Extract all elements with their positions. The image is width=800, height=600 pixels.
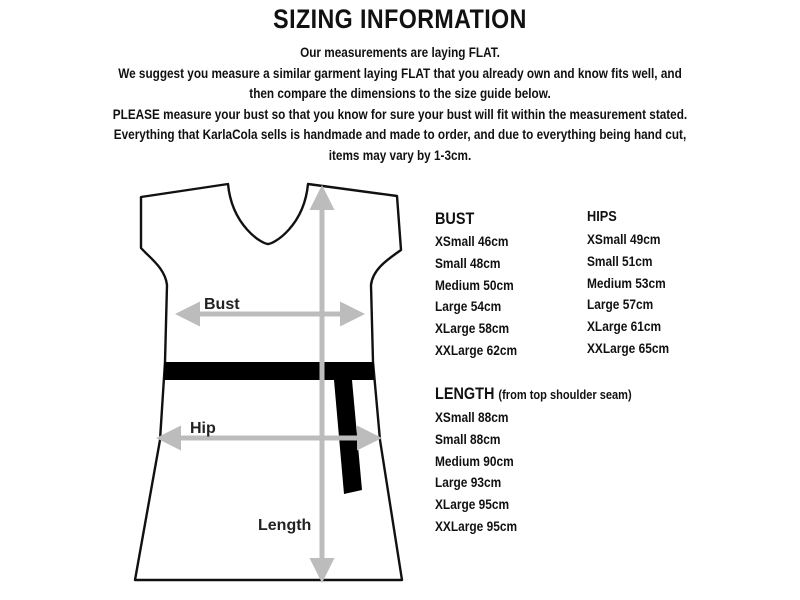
- size-row: Small 48cm: [435, 254, 501, 271]
- page-title: SIZING INFORMATION: [273, 4, 527, 34]
- bust-size-list: [435, 208, 517, 362]
- size-row: Medium 90cm: [435, 452, 514, 469]
- size-row: XXLarge 65cm: [587, 339, 670, 356]
- size-row: Large 57cm: [587, 296, 654, 313]
- size-row: Large 93cm: [435, 474, 502, 491]
- size-row: Small 88cm: [435, 430, 501, 447]
- intro-line: then compare the dimensions to the size guide below.: [249, 85, 551, 101]
- size-row: XSmall 46cm: [435, 233, 509, 249]
- size-row: XXLarge 62cm: [435, 341, 518, 358]
- size-row: Medium 50cm: [435, 276, 514, 293]
- hips-size-list: [587, 206, 669, 360]
- size-row: Medium 53cm: [587, 274, 666, 291]
- intro-line: PLEASE measure your bust so that you know for sure your bust will fit within the measurement stated.: [112, 105, 688, 122]
- size-row: XLarge 61cm: [587, 318, 662, 335]
- bust-label: Bust: [204, 296, 240, 313]
- length-heading-text: LENGTH: [435, 384, 495, 403]
- intro-line: Our measurements are laying FLAT.: [300, 44, 500, 60]
- size-row: XLarge 95cm: [435, 496, 510, 513]
- size-row: Large 54cm: [435, 298, 502, 315]
- size-row: XXLarge 95cm: [435, 517, 518, 534]
- intro-line: Everything that KarlaCola sells is handmade and made to order, and due to everything being hand cut,: [113, 126, 687, 142]
- intro-line: We suggest you measure a similar garment laying FLAT that you already own and know fits well, and: [118, 64, 682, 81]
- length-heading: [435, 383, 632, 406]
- hips-heading: HIPS: [587, 208, 617, 225]
- bust-heading: BUST: [435, 209, 475, 228]
- hip-label: Hip: [190, 420, 216, 437]
- length-size-list: [435, 383, 632, 538]
- size-row: XLarge 58cm: [435, 320, 510, 337]
- length-subheading: (from top shoulder seam): [498, 387, 632, 402]
- size-row: XSmall 88cm: [435, 409, 509, 425]
- size-row: XSmall 49cm: [587, 231, 661, 247]
- length-label: Length: [258, 517, 312, 534]
- belt: [164, 362, 374, 380]
- size-row: Small 51cm: [587, 252, 653, 269]
- intro-line: items may vary by 1-3cm.: [328, 146, 472, 163]
